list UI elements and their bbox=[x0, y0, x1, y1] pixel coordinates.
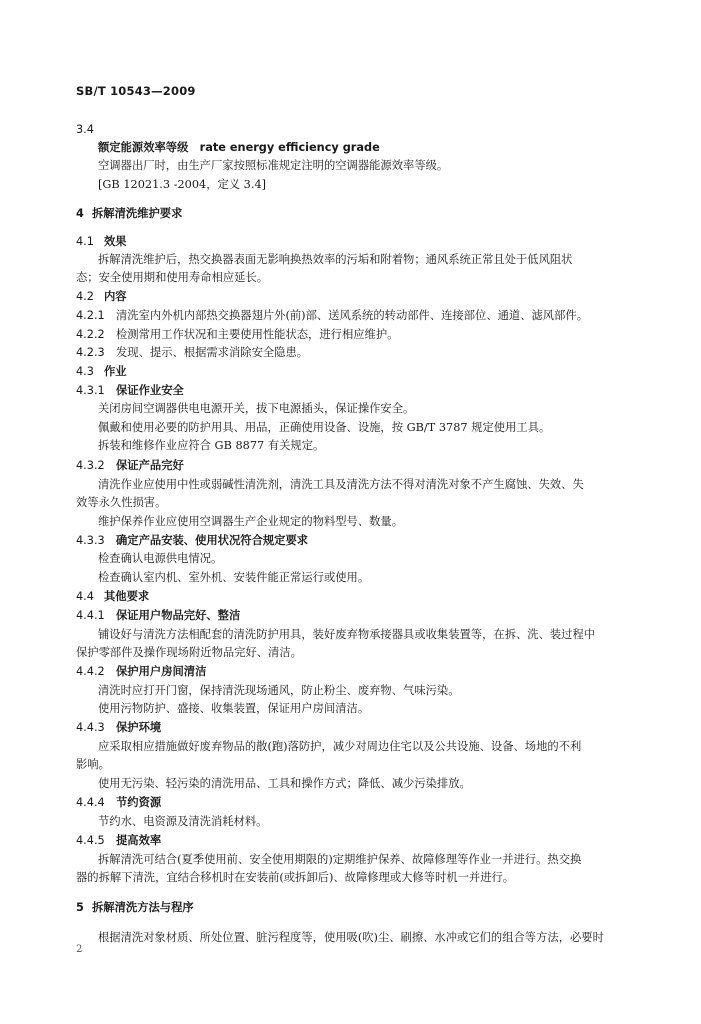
clause-4-4-3-text-line-1: 应采取相应措施做好废弃物品的散(跑)落防护，减少对周边住宅以及公共设施、设备、场地的不利 bbox=[98, 740, 582, 753]
clause-4-3-3-title: 确定产品安装、使用状况符合规定要求 bbox=[116, 534, 309, 547]
clause-4-4-1-text-line-2: 保护零部件及操作现场附近物品完好、清洁。 bbox=[76, 646, 302, 659]
clause-4-4-title: 其他要求 bbox=[104, 590, 150, 603]
clause-3-4-reference: [GB 12021.3 -2004，定义 3.4] bbox=[98, 178, 267, 191]
clause-4-3-number: 4.3 bbox=[76, 365, 94, 378]
clause-4-2-3-number: 4.2.3 bbox=[76, 346, 105, 359]
clause-4-4-3-title: 保护环境 bbox=[116, 721, 162, 734]
clause-4-4-3-text-line-2: 影响。 bbox=[76, 758, 110, 771]
clause-4-4-2-number: 4.4.2 bbox=[76, 665, 105, 678]
section-4-title: 拆解清洗维护要求 bbox=[92, 207, 183, 220]
clause-4-3-1-text-1: 关闭房间空调器供电电源开关，拔下电源插头，保证操作安全。 bbox=[98, 402, 415, 415]
clause-3-4-number: 3.4 bbox=[76, 123, 94, 136]
clause-4-3-3-number: 4.3.3 bbox=[76, 534, 105, 547]
clause-4-4-4-title: 节约资源 bbox=[116, 796, 162, 809]
section-5-text-line-1: 根据清洗对象材质、所处位置、脏污程度等，使用吸(吹)尘、刷擦、水冲或它们的组合等方法，必要时 bbox=[98, 931, 604, 944]
clause-4-4-1-title: 保证用户物品完好、整洁 bbox=[116, 609, 241, 622]
clause-4-3-1-number: 4.3.1 bbox=[76, 384, 105, 397]
clause-4-4-4-number: 4.4.4 bbox=[76, 796, 105, 809]
clause-4-2-2-text: 检测常用工作状况和主要使用性能状态，进行相应维护。 bbox=[116, 328, 399, 341]
clause-4-3-2-title: 保证产品完好 bbox=[116, 459, 184, 472]
clause-4-3-2-text-3: 维护保养作业应使用空调器生产企业规定的物料型号、数量。 bbox=[98, 515, 404, 528]
clause-4-4-2-text-1: 清洗时应打开门窗，保持清洗现场通风，防止粉尘、废弃物、气味污染。 bbox=[98, 684, 460, 697]
clause-3-4-definition: 空调器出厂时，由生产厂家按照标准规定注明的空调器能源效率等级。 bbox=[98, 159, 449, 172]
clause-4-2-3-text: 发现、提示、根据需求消除安全隐患。 bbox=[116, 346, 309, 359]
clause-4-3-title: 作业 bbox=[104, 365, 127, 378]
clause-4-4-5-text-line-2: 器的拆解下清洗，宜结合移机时在安装前(或拆卸后)、故障修理或大修等时机一并进行。 bbox=[76, 871, 515, 884]
clause-4-4-2-text-2: 使用污物防护、盛接、收集装置，保证用户房间清洁。 bbox=[98, 702, 370, 715]
clause-4-4-1-text-line-1: 铺设好与清洗方法相配套的清洗防护用具，装好废弃物承接器具或收集装置等，在拆、洗、装过程中 bbox=[98, 628, 596, 641]
clause-4-4-number: 4.4 bbox=[76, 590, 94, 603]
clause-4-1-title: 效果 bbox=[104, 235, 127, 248]
clause-4-4-5-title: 提高效率 bbox=[116, 834, 162, 847]
clause-4-3-1-text-2: 佩戴和使用必要的防护用具、用品，正确使用设备、设施，按 GB/T 3787 规定使用工具。 bbox=[98, 421, 551, 434]
clause-4-3-3-text-2: 检查确认室内机、室外机、安装件能正常运行或使用。 bbox=[98, 571, 370, 584]
clause-4-3-2-number: 4.3.2 bbox=[76, 459, 105, 472]
clause-4-4-4-text: 节约水、电资源及清洗消耗材料。 bbox=[98, 815, 268, 828]
clause-4-3-1-text-3: 拆装和维修作业应符合 GB 8877 有关规定。 bbox=[98, 439, 325, 452]
page-number: 2 bbox=[76, 944, 83, 955]
clause-4-2-1-number: 4.2.1 bbox=[76, 309, 105, 322]
clause-4-2-number: 4.2 bbox=[76, 290, 94, 303]
clause-4-4-3-text-3: 使用无污染、轻污染的清洗用品、工具和操作方式；降低、减少污染排放。 bbox=[98, 777, 471, 790]
clause-4-4-1-number: 4.4.1 bbox=[76, 609, 105, 622]
clause-4-2-1-text: 清洗室内外机内部热交换器翅片外(前)部、送风系统的转动部件、连接部位、通道、滤风部件。 bbox=[116, 309, 588, 322]
clause-4-4-3-number: 4.4.3 bbox=[76, 721, 105, 734]
clause-4-3-3-text-1: 检查确认电源供电情况。 bbox=[98, 552, 223, 565]
clause-4-1-number: 4.1 bbox=[76, 235, 94, 248]
clause-4-2-title: 内容 bbox=[104, 290, 127, 303]
clause-4-4-2-title: 保护用户房间清洁 bbox=[116, 665, 207, 678]
clause-4-1-text-line-1: 拆解清洗维护后，热交换器表面无影响换热效率的污垢和附着物；通风系统正常且处于低风阻状 bbox=[98, 253, 573, 266]
clause-4-3-2-text-line-2: 效等永久性损害。 bbox=[76, 496, 167, 509]
section-4-number: 4 bbox=[76, 207, 84, 220]
clause-4-3-1-title: 保证作业安全 bbox=[116, 384, 184, 397]
clause-4-1-text-line-2: 态；安全使用期和使用寿命相应延长。 bbox=[76, 271, 269, 284]
section-5-title: 拆解清洗方法与程序 bbox=[92, 901, 194, 914]
clause-4-3-2-text-line-1: 清洗作业应使用中性或弱碱性清洗剂，清洗工具及清洗方法不得对清洗对象不产生腐蚀、失效、失 bbox=[98, 478, 584, 491]
standard-code-header: SB/T 10543—2009 bbox=[76, 84, 196, 98]
clause-4-4-5-number: 4.4.5 bbox=[76, 834, 105, 847]
clause-4-4-5-text-line-1: 拆解清洗可结合(夏季使用前、安全使用期限的)定期维护保养、故障修理等作业一并进行。热交换 bbox=[98, 853, 582, 866]
clause-4-2-2-number: 4.2.2 bbox=[76, 328, 105, 341]
section-5-number: 5 bbox=[76, 901, 84, 914]
clause-3-4-title: 额定能源效率等级 rate energy efficiency grade bbox=[98, 141, 380, 154]
